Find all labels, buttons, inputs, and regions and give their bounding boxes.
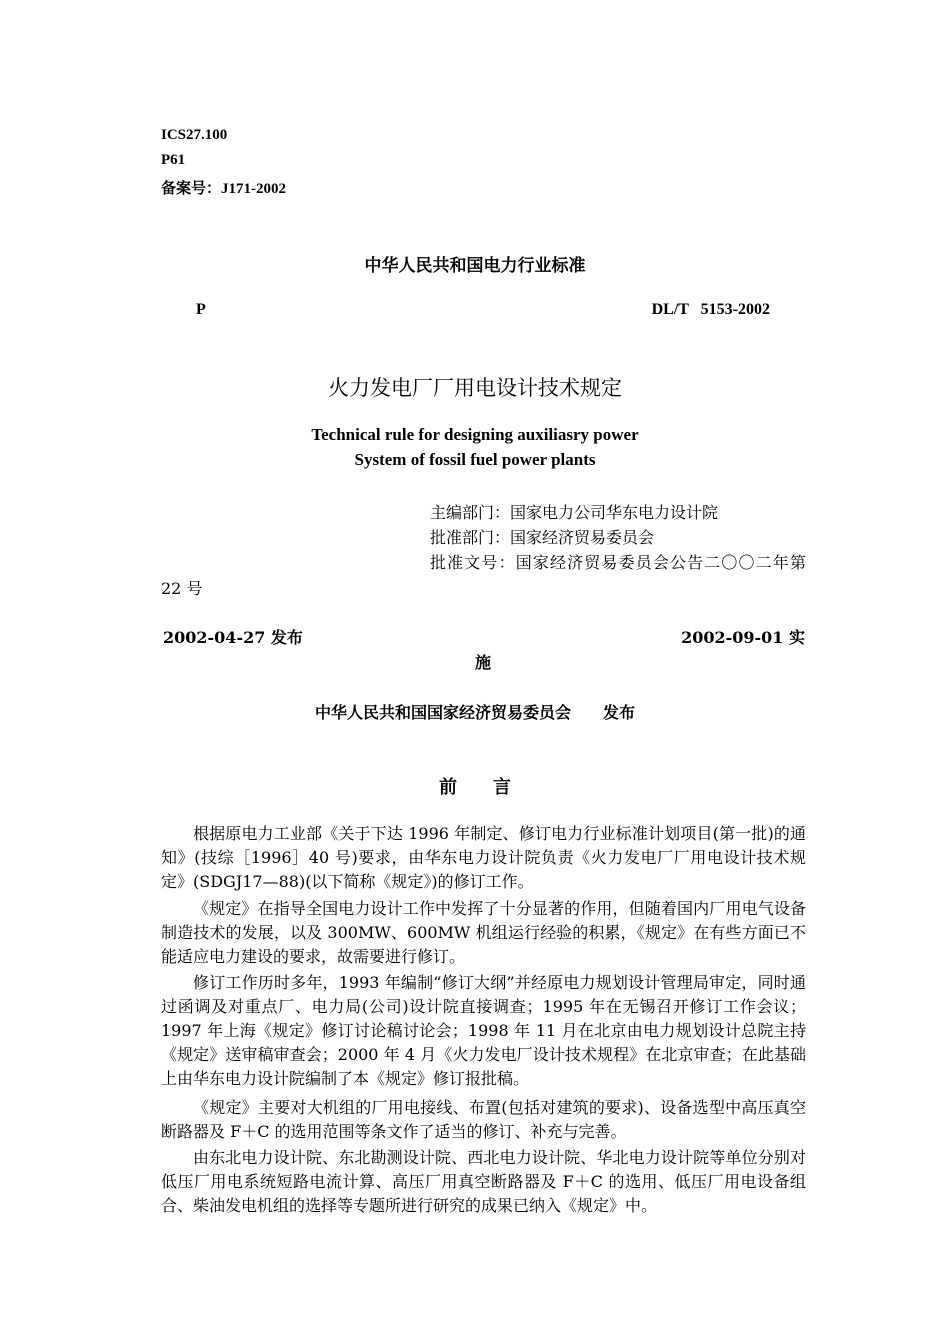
- preface-paragraph-3: 修订工作历时多年，1993 年编制“修订大纲”并经原电力规划设计管理局审定，同时通过函调及对重点厂、电力局(公司)设计院直接调查；1995 年在无锡召开修订工作会议；1997 年上海《规定》修订讨论稿讨论会；1998 年 11 月在北京由电力规划设计总院主持《规定》送审稿审查会；2000 年 4 月《火力发电厂设计技术规程》在北京审查；在此基础上由华东电力设计院编制了本《规定》修订报批稿。: [161, 973, 806, 1088]
- preface-heading: 前 言: [439, 777, 511, 798]
- standard-number: DL/T 5153-2002: [651, 301, 770, 318]
- document-title: 火力发电厂厂用电设计技术规定: [328, 376, 622, 400]
- english-title-line1: Technical rule for designing auxiliasry power: [311, 425, 639, 444]
- approval-doc-line: 批准文号：国家经济贸易委员会公告二〇〇二年第: [430, 553, 806, 572]
- approval-dept-line: 批准部门：国家经济贸易委员会: [430, 528, 655, 547]
- issuer-title: 中华人民共和国电力行业标准: [364, 256, 586, 276]
- left-code: P: [196, 301, 206, 318]
- preface-paragraph-2: 《规定》在指导全国电力设计工作中发挥了十分显著的作用，但随着国内厂用电气设备制造技术的发展，以及 300MW、600MW 机组运行经验的积累，《规定》在有些方面已不能适应电力建设的要求，故需要进行修订。: [161, 899, 806, 966]
- publisher-line: 中华人民共和国国家经济贸易委员会 发布: [314, 703, 635, 722]
- ics-code: ICS27.100: [161, 127, 228, 143]
- implement-date-cont: 施: [475, 653, 492, 672]
- p-code: P61: [161, 152, 186, 168]
- chief-editor-line: 主编部门：国家电力公司华东电力设计院: [430, 503, 719, 522]
- preface-paragraph-5: 由东北电力设计院、东北勘测设计院、西北电力设计院、华北电力设计院等单位分别对低压厂用电系统短路电流计算、高压厂用真空断路器及 F＋C 的选用、低压厂用电设备组合、柴油发电机组的选择等专题所进行研究的成果已纳入《规定》中。: [161, 1148, 806, 1215]
- publish-date: 2002-04-27 发布: [163, 628, 303, 647]
- english-title-line2: System of fossil fuel power plants: [354, 450, 596, 469]
- record-number: 备案号：J171-2002: [161, 181, 286, 197]
- preface-paragraph-4: 《规定》主要对大机组的厂用电接线、布置(包括对建筑的要求)、设备选型中高压真空断路器及 F＋C 的选用范围等条文作了适当的修订、补充与完善。: [161, 1098, 806, 1141]
- approval-doc-line-cont: 22 号: [161, 579, 203, 598]
- implement-date: 2002-09-01 实: [681, 628, 805, 647]
- preface-paragraph-1: 根据原电力工业部《关于下达 1996 年制定、修订电力行业标准计划项目(第一批)的通知》(技综［1996］40 号)要求，由华东电力设计院负责《火力发电厂厂用电设计技术规定》(SDGJ17—88)(以下简称《规定》)的修订工作。: [161, 824, 806, 891]
